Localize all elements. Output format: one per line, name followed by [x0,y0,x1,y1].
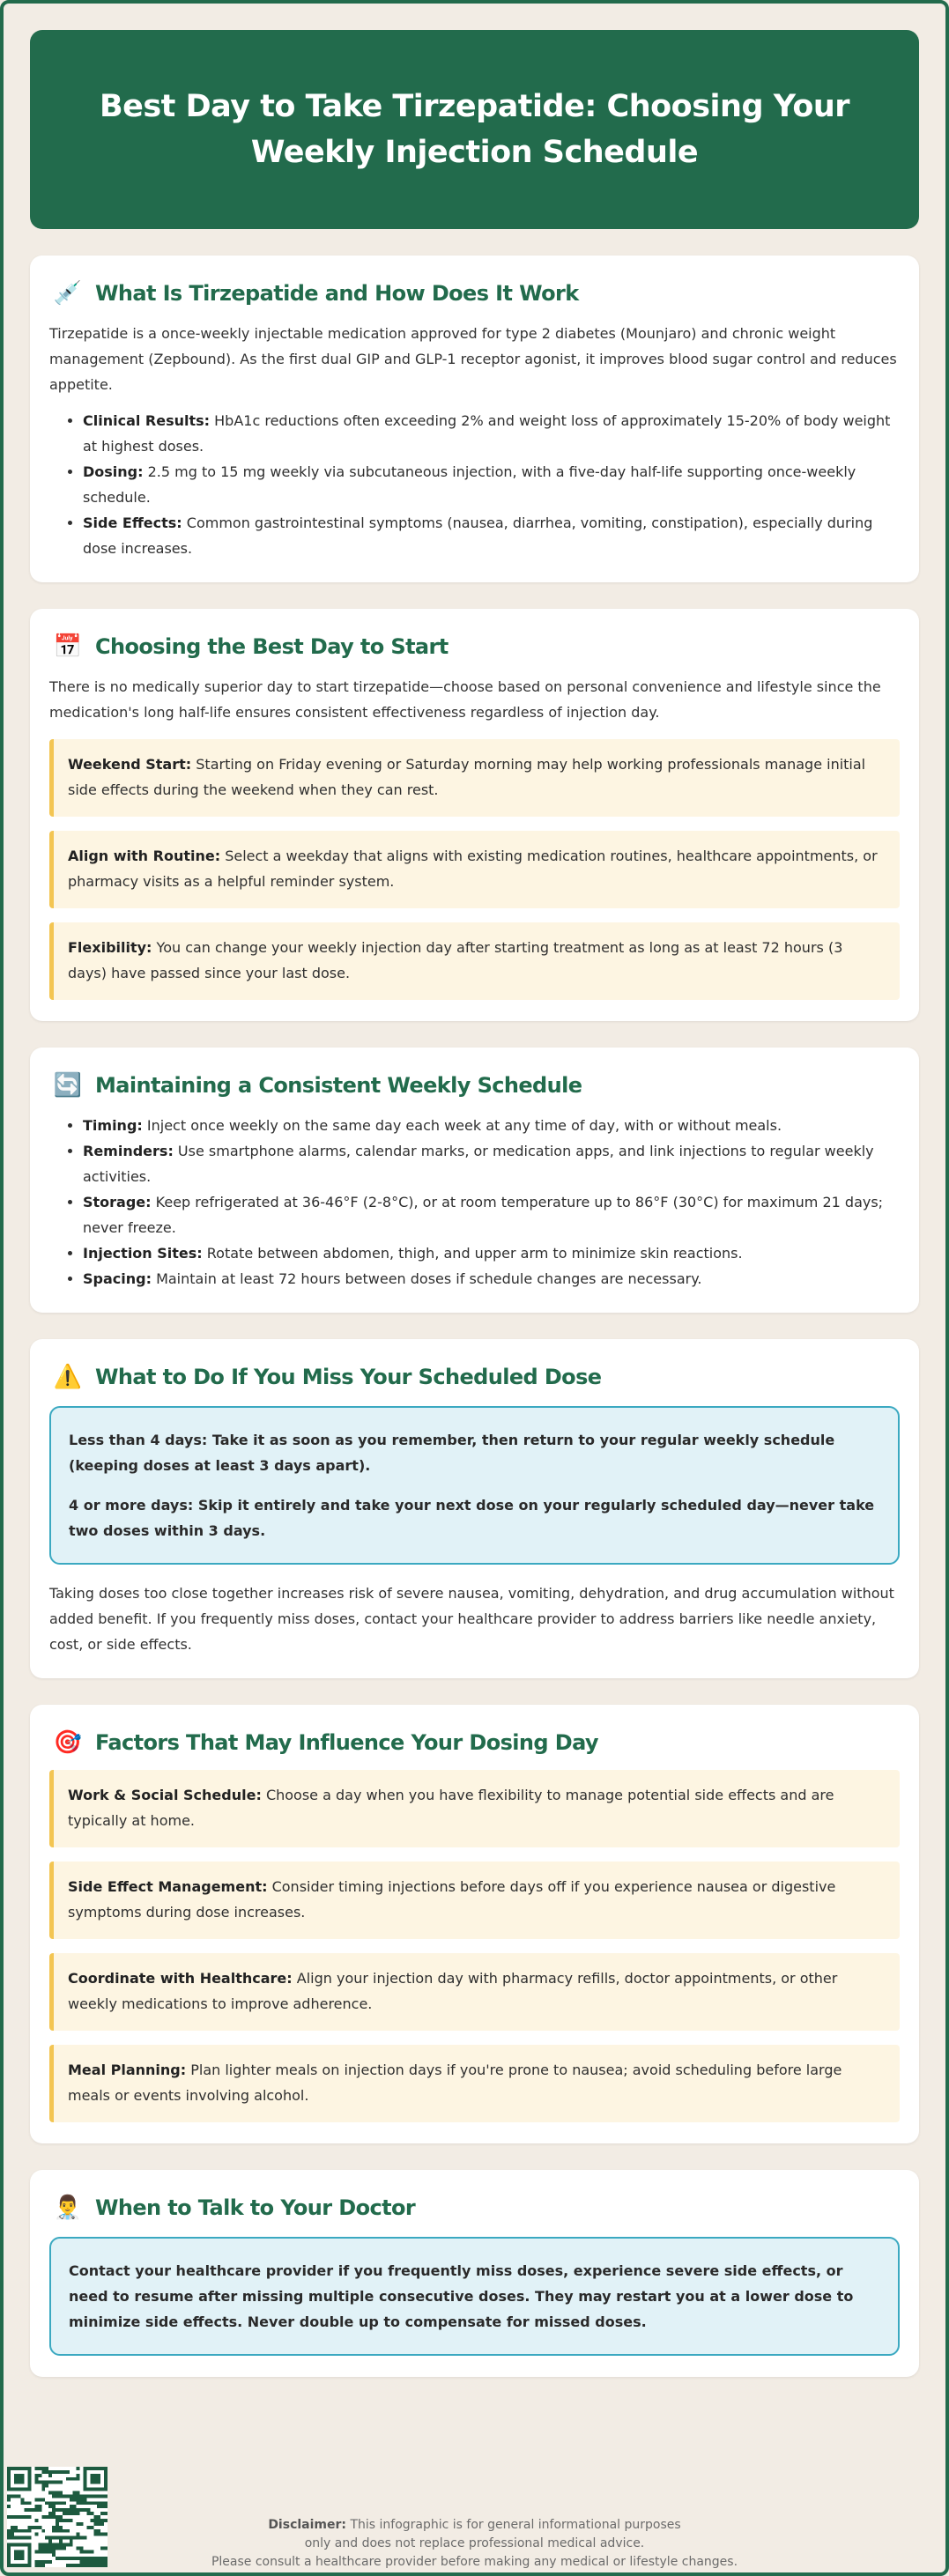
tip-text: Choose a day when you have flexibility to manage potential side effects and are typically at home. [68,1787,834,1829]
tip-text: You can change your weekly injection day after starting treatment as long as at least 72 hours (3 days) have passed since your last dose. [68,939,843,981]
list-item [83,510,900,561]
list-item [83,1113,900,1138]
item-text: Common gastrointestinal symptoms (nausea, diarrhea, vomiting, constipation), especially during dose increases. [83,514,873,557]
item-text: Maintain at least 72 hours between doses if schedule changes are necessary. [151,1270,702,1287]
bullet-list [83,408,900,561]
item-label: Timing: [83,1117,143,1134]
tip-text: Plan lighter meals on injection days if you're prone to nausea; avoid scheduling before large meals or events involving alcohol. [68,2062,842,2104]
section-intro: There is no medically superior day to start tirzepatide—choose based on personal convenience and lifestyle since the medication's long half-life ensures consistent effectiveness regardless of injection day. [49,678,881,721]
list-item [83,1240,900,1266]
tip-text: Starting on Friday evening or Saturday morning may help working professionals manage initial side effects during the weekend when they can rest. [68,756,866,798]
disclaimer-label: Disclaimer: [268,2518,346,2532]
section-note: Taking doses too close together increases risk of severe nausea, vomiting, dehydration, and drug accumulation without added benefit. If you frequently miss doses, contact your healthcare provider to address barriers like needle anxiety, cost, or side effects. [49,1585,894,1653]
section-factors [30,1705,919,2143]
section-heading: What Is Tirzepatide and How Does It Work [95,281,579,306]
tip-box [49,1953,900,2031]
section-heading: When to Talk to Your Doctor [95,2195,416,2220]
tip-label: Align with Routine: [68,848,221,864]
section-choosing-day [30,609,919,1021]
doctor-icon: 👨‍⚕️ [53,2195,83,2221]
item-text: 2.5 mg to 15 mg weekly via subcutaneous injection, with a five-day half-life supporting once-weekly schedule. [83,463,856,506]
item-text: HbA1c reductions often exceeding 2% and weight loss of approximately 15-20% of body weight at highest doses. [83,412,891,455]
disclaimer-line: This infographic is for general informational purposes [346,2518,681,2532]
callout-text: Contact your healthcare provider if you frequently miss doses, experience severe side effects, or need to resume after missing multiple consecutive doses. They may restart you at a lower dose to minimize side effects. Never double up to compensate for missed doses. [69,2262,854,2330]
tip-label: Meal Planning: [68,2062,187,2078]
list-item [83,1266,900,1292]
doctor-callout [49,2237,900,2356]
callout-text: 4 or more days: Skip it entirely and take your next dose on your regularly scheduled day—never take two doses within 3 days. [69,1497,875,1539]
repeat-icon: 🔄 [53,1072,83,1099]
disclaimer [0,2516,949,2572]
item-label: Storage: [83,1194,152,1210]
tip-label: Side Effect Management: [68,1878,268,1895]
tip-text: Consider timing injections before days off if you experience nausea or digestive symptoms during dose increases. [68,1878,836,1921]
missed-dose-callout [49,1406,900,1565]
page-title: Best Day to Take Tirzepatide: Choosing Your Weekly Injection Schedule [99,89,850,170]
tip-text: Align your injection day with pharmacy refills, doctor appointments, or other weekly medications to improve adherence. [68,1970,838,2012]
tip-label: Work & Social Schedule: [68,1787,262,1803]
item-text: Inject once weekly on the same day each week at any time of day, with or without meals. [142,1117,782,1134]
tip-box [49,1862,900,1939]
section-heading: Factors That May Influence Your Dosing Day [95,1730,598,1755]
item-label: Spacing: [83,1270,152,1287]
tip-box [49,739,900,817]
disclaimer-line: Please consult a healthcare provider before making any medical or lifestyle changes. [211,2555,738,2569]
tip-label: Coordinate with Healthcare: [68,1970,293,1987]
item-text: Use smartphone alarms, calendar marks, or medication apps, and link injections to regular weekly activities. [83,1143,874,1185]
section-missed-dose [30,1339,919,1678]
disclaimer-line: only and does not replace professional medical advice. [304,2536,645,2550]
tip-text: Select a weekday that aligns with existing medication routines, healthcare appointments, or pharmacy visits as a helpful reminder system. [68,848,878,890]
tip-label: Weekend Start: [68,756,192,773]
item-text: Keep refrigerated at 36-46°F (2-8°C), or at room temperature up to 86°F (30°C) for maximum 21 days; never freeze. [83,1194,884,1236]
title-banner [30,30,919,229]
section-heading: Maintaining a Consistent Weekly Schedule [95,1073,582,1098]
section-talk-to-doctor [30,2170,919,2377]
tip-label: Flexibility: [68,939,152,956]
tip-box [49,922,900,1000]
item-label: Clinical Results: [83,412,211,429]
item-label: Dosing: [83,463,144,480]
list-item [83,1138,900,1189]
syringe-icon: 💉 [53,280,83,307]
list-item [83,459,900,510]
callout-text: Less than 4 days: Take it as soon as you remember, then return to your regular weekly schedule (keeping doses at least 3 days apart). [69,1432,835,1474]
target-icon: 🎯 [53,1729,83,1756]
list-item [83,1189,900,1240]
item-label: Injection Sites: [83,1245,203,1262]
item-text: Rotate between abdomen, thigh, and upper arm to minimize skin reactions. [202,1245,743,1262]
section-maintaining-schedule [30,1047,919,1313]
infographic [30,30,919,2377]
bullet-list [83,1113,900,1292]
section-intro: Tirzepatide is a once-weekly injectable medication approved for type 2 diabetes (Mounjaro) and chronic weight management (Zepbound). As the first dual GIP and GLP-1 receptor agonist, it improves blood sugar control and reduces appetite. [49,325,897,393]
tip-box [49,2045,900,2122]
tip-box [49,1770,900,1847]
section-heading: What to Do If You Miss Your Scheduled Dose [95,1365,602,1389]
warning-icon: ⚠️ [53,1364,83,1390]
section-what-is [30,255,919,582]
calendar-icon: 📅 [53,633,83,660]
list-item [83,408,900,459]
section-heading: Choosing the Best Day to Start [95,634,449,659]
item-label: Reminders: [83,1143,174,1159]
item-label: Side Effects: [83,514,182,531]
tip-box [49,831,900,908]
